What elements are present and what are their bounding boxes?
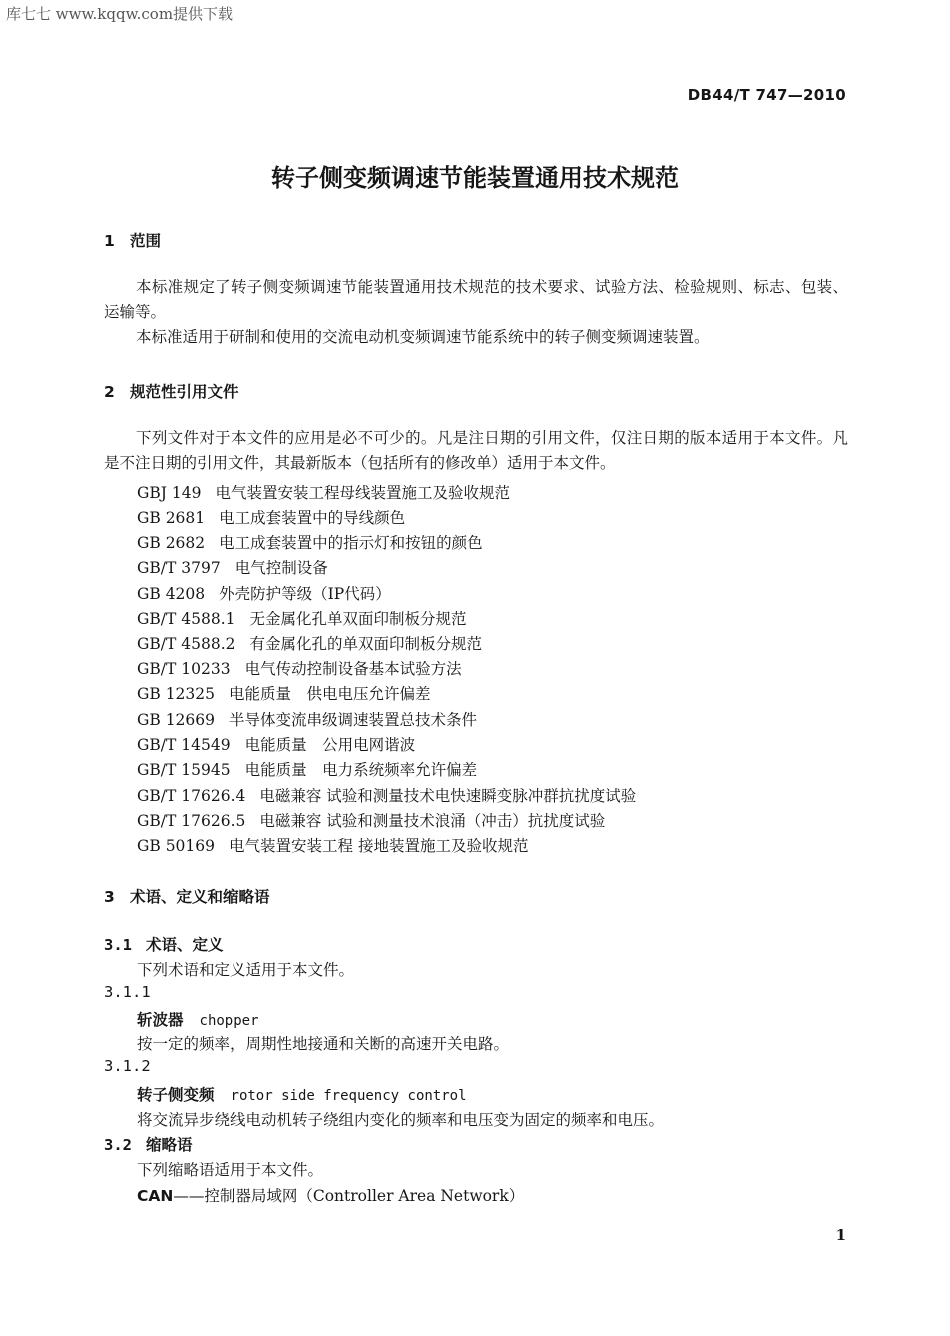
reference-item: GB 4208 外壳防护等级（IP代码） [137, 585, 391, 603]
section-3-heading [104, 885, 270, 907]
section-1-heading [104, 229, 161, 251]
reference-item: GB 50169 电气装置安装工程 接地装置施工及验收规范 [137, 837, 529, 855]
term-chopper: 斩波器 chopper [137, 1011, 259, 1029]
scope-paragraph-2: 本标准适用于研制和使用的交流电动机变频调速节能系统中的转子侧变频调速装置。 [136, 328, 710, 346]
subsection-3-1-1-number: 3.1.1 [104, 983, 151, 1001]
term-chopper-definition: 按一定的频率，周期性地接通和关断的高速开关电路。 [137, 1035, 510, 1053]
watermark: 库七七 www.kqqw.com提供下载 [6, 5, 234, 23]
subsection-3-2: 3.2 缩略语 [104, 1136, 193, 1154]
subsection-3-1-2-number: 3.1.2 [104, 1057, 151, 1075]
reference-item: GB/T 17626.4 电磁兼容 试验和测量技术电快速瞬变脉冲群抗扰度试验 [137, 787, 637, 805]
subsection-3-1: 3.1 术语、定义 [104, 936, 224, 954]
section-title: 规范性引用文件 [130, 383, 239, 401]
term-rotor-side-definition: 将交流异步绕线电动机转子绕组内变化的频率和电压变为固定的频率和电压。 [137, 1111, 665, 1129]
page-title: 转子侧变频调速节能装置通用技术规范 [271, 164, 679, 192]
reference-item: GB/T 17626.5 电磁兼容 试验和测量技术浪涌（冲击）抗扰度试验 [137, 812, 606, 830]
reference-item: GB 12669 半导体变流串级调速装置总技术条件 [137, 711, 478, 729]
section-title: 术语、定义和缩略语 [130, 888, 270, 906]
reference-item: GB/T 15945 电能质量 电力系统频率允许偏差 [137, 761, 478, 779]
reference-item: GB/T 4588.1 无金属化孔单双面印制板分规范 [137, 610, 467, 628]
term-rotor-side: 转子侧变频 rotor side frequency control [137, 1086, 467, 1104]
section-number: 1 [104, 232, 115, 250]
reference-item: GB/T 4588.2 有金属化孔的单双面印制板分规范 [137, 635, 483, 653]
reference-item: GB/T 3797 电气控制设备 [137, 559, 328, 577]
section-2-heading [104, 380, 239, 402]
section-number: 2 [104, 383, 115, 401]
document-number: DB44/T 747—2010 [687, 86, 846, 104]
references-intro: 下列文件对于本文件的应用是必不可少的。凡是注日期的引用文件，仅注日期的版本适用于本文件。凡是不注日期的引用文件，其最新版本（包括所有的修改单）适用于本文件。 [104, 429, 848, 472]
subsection-3-1-text: 下列术语和定义适用于本文件。 [137, 961, 355, 979]
reference-item: GB 12325 电能质量 供电电压允许偏差 [137, 685, 431, 703]
subsection-3-2-text: 下列缩略语适用于本文件。 [137, 1161, 324, 1179]
section-title: 范围 [130, 232, 162, 250]
page-number: 1 [835, 1226, 846, 1244]
reference-item: GBJ 149 电气装置安装工程母线装置施工及验收规范 [137, 484, 511, 502]
reference-item: GB 2681 电工成套装置中的导线颜色 [137, 509, 406, 527]
reference-item: GB/T 10233 电气传动控制设备基本试验方法 [137, 660, 462, 678]
abbreviation-can: CAN——控制器局域网（Controller Area Network） [137, 1187, 525, 1205]
reference-item: GB 2682 电工成套装置中的指示灯和按钮的颜色 [137, 534, 483, 552]
section-number: 3 [104, 888, 115, 906]
reference-item: GB/T 14549 电能质量 公用电网谐波 [137, 736, 416, 754]
scope-paragraph-1: 本标准规定了转子侧变频调速节能装置通用技术规范的技术要求、试验方法、检验规则、标志、包装、运输等。 [104, 278, 848, 321]
